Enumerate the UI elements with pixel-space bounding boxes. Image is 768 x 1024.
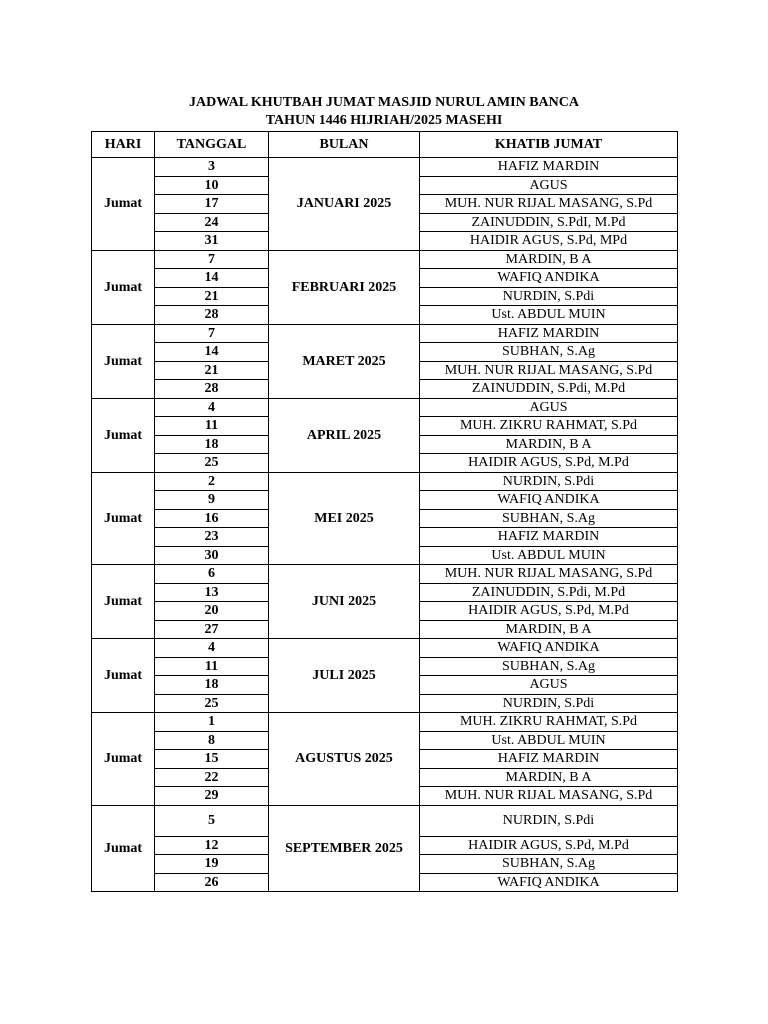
tanggal-cell: 14 (155, 269, 269, 288)
khatib-cell: MUH. ZIKRU RAHMAT, S.Pd (420, 417, 678, 436)
tanggal-cell: 5 (155, 805, 269, 836)
tanggal-cell: 13 (155, 583, 269, 602)
tanggal-cell: 25 (155, 454, 269, 473)
khatib-cell: AGUS (420, 398, 678, 417)
tanggal-cell: 21 (155, 361, 269, 380)
table-row (92, 324, 678, 343)
khatib-cell: WAFIQ ANDIKA (420, 269, 678, 288)
tanggal-cell: 23 (155, 528, 269, 547)
tanggal-cell: 28 (155, 306, 269, 325)
tanggal-cell: 19 (155, 855, 269, 874)
tanggal-cell: 22 (155, 768, 269, 787)
tanggal-cell: 11 (155, 417, 269, 436)
tanggal-cell: 26 (155, 873, 269, 892)
khatib-cell: MUH. NUR RIJAL MASANG, S.Pd (420, 565, 678, 584)
header-khatib: KHATIB JUMAT (420, 132, 678, 158)
khatib-cell: ZAINUDDIN, S.Pdi, M.Pd (420, 583, 678, 602)
tanggal-cell: 27 (155, 620, 269, 639)
hari-cell: Jumat (92, 324, 155, 398)
tanggal-cell: 24 (155, 213, 269, 232)
khatib-cell: AGUS (420, 176, 678, 195)
tanggal-cell: 29 (155, 787, 269, 806)
hari-cell: Jumat (92, 713, 155, 806)
tanggal-cell: 16 (155, 509, 269, 528)
table-row (92, 639, 678, 658)
tanggal-cell: 7 (155, 324, 269, 343)
khatib-cell: MARDIN, B A (420, 435, 678, 454)
header-hari: HARI (92, 132, 155, 158)
khatib-cell: ZAINUDDIN, S.Pdi, M.Pd (420, 380, 678, 399)
khatib-cell: HAIDIR AGUS, S.Pd, M.Pd (420, 602, 678, 621)
hari-cell: Jumat (92, 639, 155, 713)
tanggal-cell: 7 (155, 250, 269, 269)
tanggal-cell: 2 (155, 472, 269, 491)
khatib-cell: HAFIZ MARDIN (420, 750, 678, 769)
hari-cell: Jumat (92, 250, 155, 324)
khatib-cell: SUBHAN, S.Ag (420, 855, 678, 874)
header-bulan: BULAN (269, 132, 420, 158)
table-row (92, 805, 678, 836)
khatib-cell: NURDIN, S.Pdi (420, 287, 678, 306)
tanggal-cell: 25 (155, 694, 269, 713)
tanggal-cell: 18 (155, 676, 269, 695)
bulan-cell: AGUSTUS 2025 (269, 713, 420, 806)
tanggal-cell: 12 (155, 836, 269, 855)
tanggal-cell: 8 (155, 731, 269, 750)
khatib-cell: WAFIQ ANDIKA (420, 639, 678, 658)
khatib-cell: MARDIN, B A (420, 250, 678, 269)
khatib-cell: MUH. NUR RIJAL MASANG, S.Pd (420, 361, 678, 380)
khatib-cell: SUBHAN, S.Ag (420, 509, 678, 528)
khatib-cell: HAIDIR AGUS, S.Pd, M.Pd (420, 454, 678, 473)
khatib-cell: NURDIN, S.Pdi (420, 472, 678, 491)
khatib-cell: NURDIN, S.Pdi (420, 805, 678, 836)
bulan-cell: JUNI 2025 (269, 565, 420, 639)
khatib-cell: HAIDIR AGUS, S.Pd, M.Pd (420, 836, 678, 855)
tanggal-cell: 31 (155, 232, 269, 251)
tanggal-cell: 20 (155, 602, 269, 621)
khatib-cell: SUBHAN, S.Ag (420, 657, 678, 676)
khatib-cell: HAFIZ MARDIN (420, 324, 678, 343)
bulan-cell: APRIL 2025 (269, 398, 420, 472)
khatib-cell: WAFIQ ANDIKA (420, 873, 678, 892)
tanggal-cell: 4 (155, 398, 269, 417)
tanggal-cell: 14 (155, 343, 269, 362)
tanggal-cell: 15 (155, 750, 269, 769)
table-row (92, 713, 678, 732)
khatib-cell: HAFIZ MARDIN (420, 158, 678, 177)
tanggal-cell: 30 (155, 546, 269, 565)
khatib-cell: ZAINUDDIN, S.PdI, M.Pd (420, 213, 678, 232)
table-row (92, 158, 678, 177)
bulan-cell: FEBRUARI 2025 (269, 250, 420, 324)
khatib-cell: HAIDIR AGUS, S.Pd, MPd (420, 232, 678, 251)
khatib-cell: SUBHAN, S.Ag (420, 343, 678, 362)
hari-cell: Jumat (92, 472, 155, 565)
khatib-cell: WAFIQ ANDIKA (420, 491, 678, 510)
bulan-cell: JANUARI 2025 (269, 158, 420, 251)
table-row (92, 472, 678, 491)
khatib-cell: Ust. ABDUL MUIN (420, 546, 678, 565)
tanggal-cell: 21 (155, 287, 269, 306)
bulan-cell: MEI 2025 (269, 472, 420, 565)
table-row (92, 398, 678, 417)
tanggal-cell: 28 (155, 380, 269, 399)
hari-cell: Jumat (92, 158, 155, 251)
bulan-cell: MARET 2025 (269, 324, 420, 398)
document-subtitle: TAHUN 1446 HIJRIAH/2025 MASEHI (265, 113, 503, 128)
khatib-cell: HAFIZ MARDIN (420, 528, 678, 547)
hari-cell: Jumat (92, 805, 155, 892)
tanggal-cell: 17 (155, 195, 269, 214)
bulan-cell: JULI 2025 (269, 639, 420, 713)
hari-cell: Jumat (92, 565, 155, 639)
tanggal-cell: 10 (155, 176, 269, 195)
header-tanggal: TANGGAL (155, 132, 269, 158)
tanggal-cell: 1 (155, 713, 269, 732)
hari-cell: Jumat (92, 398, 155, 472)
tanggal-cell: 4 (155, 639, 269, 658)
table-header-row (92, 132, 678, 158)
khatib-cell: MARDIN, B A (420, 768, 678, 787)
tanggal-cell: 9 (155, 491, 269, 510)
table-row (92, 250, 678, 269)
khatib-cell: NURDIN, S.Pdi (420, 694, 678, 713)
khatib-cell: AGUS (420, 676, 678, 695)
table-body (92, 158, 678, 892)
bulan-cell: SEPTEMBER 2025 (269, 805, 420, 892)
tanggal-cell: 18 (155, 435, 269, 454)
table-row (92, 565, 678, 584)
tanggal-cell: 3 (155, 158, 269, 177)
document-title: JADWAL KHUTBAH JUMAT MASJID NURUL AMIN BANCA (189, 95, 579, 110)
khatib-cell: MUH. ZIKRU RAHMAT, S.Pd (420, 713, 678, 732)
tanggal-cell: 11 (155, 657, 269, 676)
khatib-cell: Ust. ABDUL MUIN (420, 306, 678, 325)
khatib-cell: Ust. ABDUL MUIN (420, 731, 678, 750)
schedule-table (91, 131, 678, 892)
khatib-cell: MUH. NUR RIJAL MASANG, S.Pd (420, 787, 678, 806)
tanggal-cell: 6 (155, 565, 269, 584)
khatib-cell: MARDIN, B A (420, 620, 678, 639)
khatib-cell: MUH. NUR RIJAL MASANG, S.Pd (420, 195, 678, 214)
